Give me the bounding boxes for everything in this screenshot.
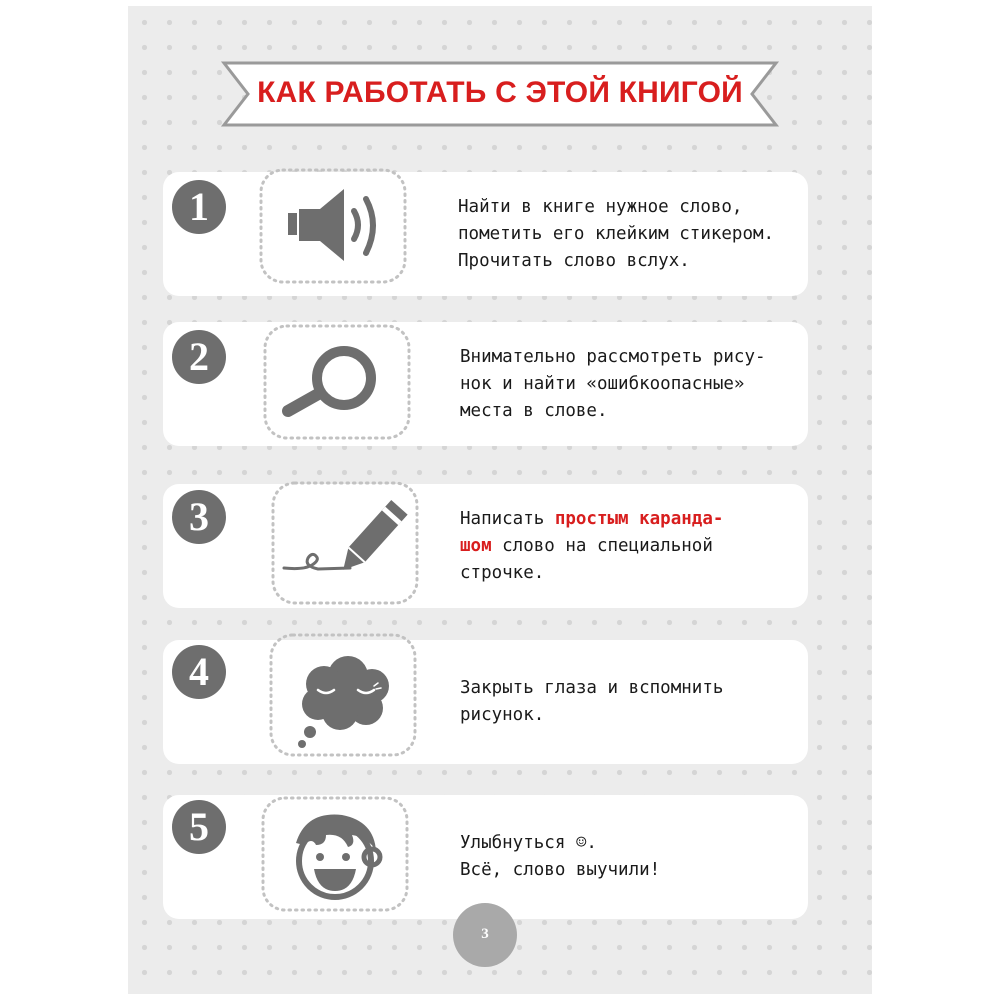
step-3-text-highlight: шом xyxy=(460,535,492,556)
step-1-text xyxy=(458,172,788,296)
page-number-badge: 3 xyxy=(453,903,517,967)
step-2-line: нок и найти «ошибкоопасные» xyxy=(460,373,745,394)
step-card-3 xyxy=(163,484,808,608)
step-card-4 xyxy=(163,640,808,764)
step-number-4: 4 xyxy=(172,645,226,699)
pencil-icon xyxy=(270,480,420,606)
step-number-3: 3 xyxy=(172,490,226,544)
step-4-text xyxy=(460,640,790,764)
step-3-line-3: строчке. xyxy=(460,562,545,583)
step-2-line: Внимательно рассмотреть рису- xyxy=(460,346,766,367)
step-2-text xyxy=(460,322,790,446)
step-3-line-1 xyxy=(460,506,790,533)
step-2-line: места в слове. xyxy=(460,400,608,421)
step-3-text-plain: Написать xyxy=(460,508,555,529)
step-number-2: 2 xyxy=(172,330,226,384)
icon-frame-2 xyxy=(262,323,412,441)
step-3-line-2 xyxy=(460,533,790,560)
step-4-line: Закрыть глаза и вспомнить xyxy=(460,678,724,698)
icon-frame-3 xyxy=(270,480,420,598)
step-1-line: Прочитать слово вслух. xyxy=(458,250,690,271)
title-ribbon xyxy=(220,57,780,132)
icon-frame-4 xyxy=(268,632,418,750)
step-5-line: Улыбнуться ☺. xyxy=(460,833,597,853)
step-number-1: 1 xyxy=(172,180,226,234)
step-3-text-plain: слово на специальной xyxy=(491,535,713,556)
step-card-2 xyxy=(163,322,808,446)
magnifier-icon xyxy=(262,323,412,441)
step-5-line: Всё, слово выучили! xyxy=(460,860,661,880)
step-3-text-highlight: простым каранда- xyxy=(554,508,724,529)
page-title: КАК РАБОТАТЬ С ЭТОЙ КНИГОЙ xyxy=(257,76,743,109)
icon-frame-1 xyxy=(258,167,408,285)
step-1-line: Найти в книге нужное слово, xyxy=(458,196,743,217)
smiley-face-icon xyxy=(260,795,412,915)
icon-frame-5 xyxy=(260,795,410,913)
speaker-icon xyxy=(258,167,408,285)
step-1-line: пометить его клейким стикером. xyxy=(458,223,775,244)
step-number-5: 5 xyxy=(172,800,226,854)
step-5-text xyxy=(460,795,790,919)
step-3-text xyxy=(460,484,790,608)
step-4-line: рисунок. xyxy=(460,705,545,725)
thought-cloud-icon xyxy=(268,632,418,758)
